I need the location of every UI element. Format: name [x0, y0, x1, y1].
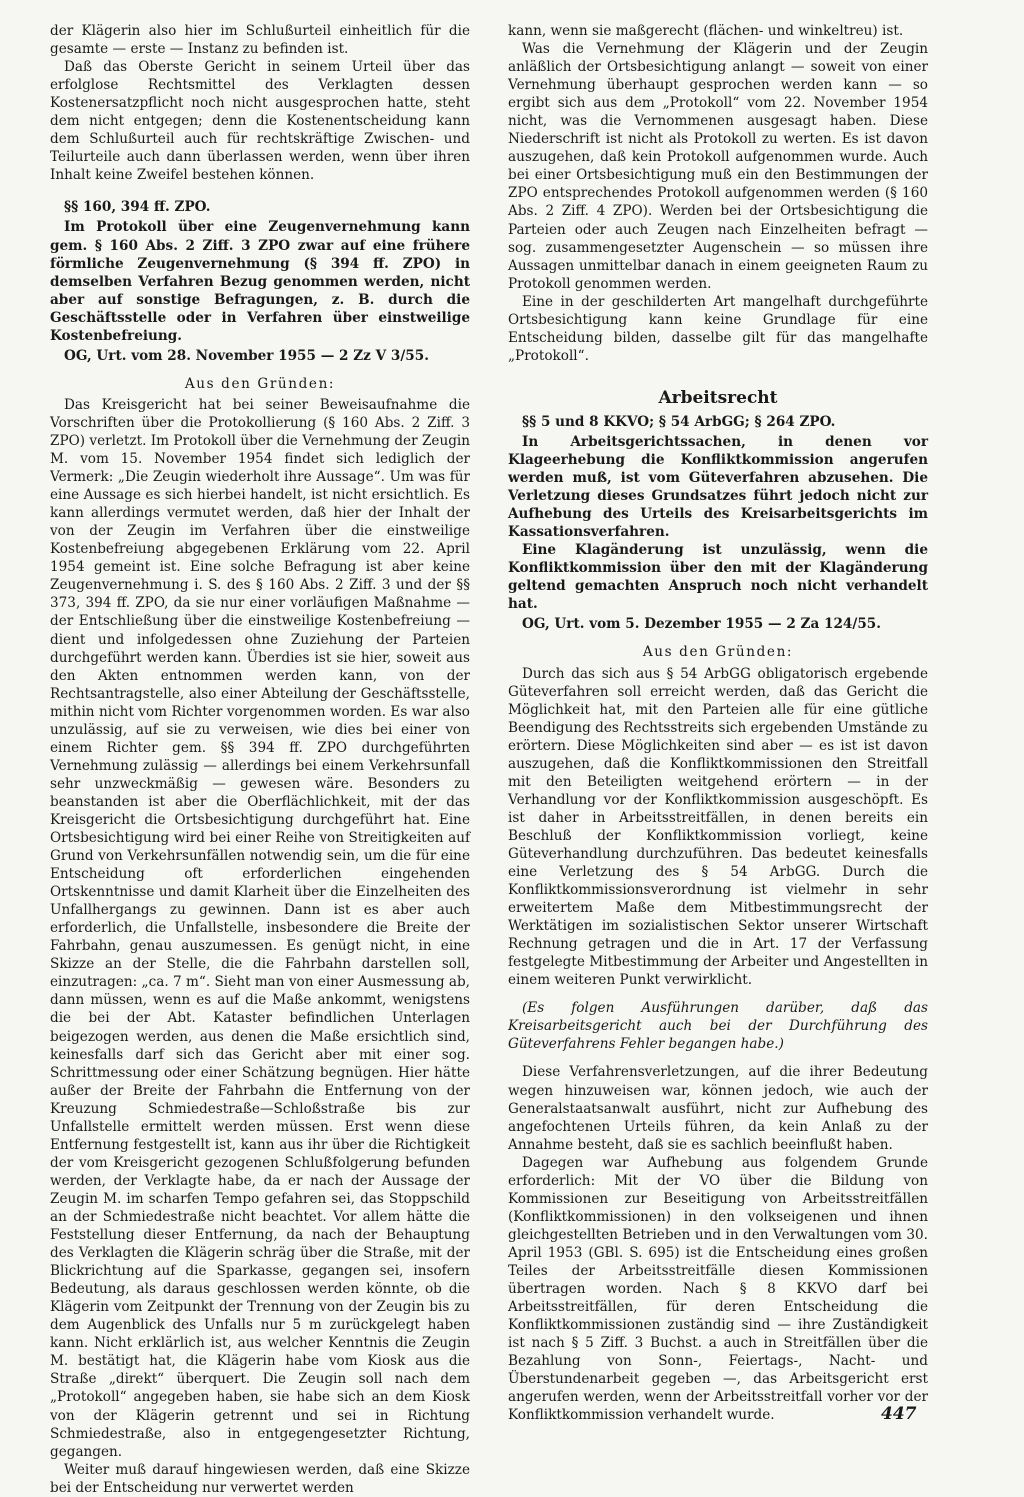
paragraph: Daß das Oberste Gericht in seinem Urteil über das erfolglose Rechtsmittel des Verklagten dessen Kostenersatzpflicht noch nicht ausgesprochen hatte, steht dem nicht entgegen; denn die Kostenentscheidung kann dem Schlußurteil auch für rechtskräftige Zwischen- und Teilurteile auch dann überlassen werden, wenn über ihren Inhalt keine Zweifel bestehen können. [50, 59, 470, 184]
paragraph: Was die Vernehmung der Klägerin und der Zeugin anläßlich der Ortsbesichtigung anlangt — soweit von einer Vernehmung überhaupt gesprochen werden kann — so ergibt sich aus dem „Protokoll“ vom 22. November 1954 nicht, was die Vernommenen ausgesagt haben. Diese Niederschrift ist nicht als Protokoll zu werten. Es ist davon auszugehen, daß kein Protokoll aufgenommen wurde. Auch bei einer Ortsbesichtigung muß ein den Bestimmungen der ZPO entsprechendes Protokoll aufgenommen werden (§ 160 Abs. 2 Ziff. 4 ZPO). Werden bei der Ortsbesichtigung die Parteien oder auch Zeugen nach Einzelheiten befragt — sog. zusammengesetzter Augenschein — so müssen ihre Aussagen unmittelbar danach in einem geeigneten Raum zu Protokoll genommen werden. [508, 41, 928, 292]
paragraph: kann, wenn sie maßgerecht (flächen- und winkeltreu) ist. [508, 23, 904, 39]
paragraph: Dagegen war Aufhebung aus folgendem Grunde erforderlich: Mit der VO über die Bildung von Kommissionen zur Beseitigung von Arbeitsstreitfällen (Konfliktkommissionen) in den volkseigenen und ihnen gleichgestellten Betrieben und in den Verwaltungen vom 30. April 1953 (GBl. S. 695) ist die Entscheidung eines großen Teiles der Arbeitsstreitfälle diesen Kommissionen übertragen worden. Nach § 8 KKVO darf bei Arbeitsstreitfällen, für deren Entscheidung die Konfliktkommissionen zuständig sind — ihre Zuständigkeit ist nach § 5 Ziff. 3 Buchst. a auch in Streitfällen über die Bezahlung von Sonn-, Feiertags-, Nacht- und Überstundenarbeit gegeben —, das Arbeitsgericht erst angerufen werden, wenn der Arbeitsstreitfall vorher vor der Konfliktkommission verhandelt wurde. [508, 1154, 928, 1424]
headnote: Eine Klagänderung ist unzulässig, wenn die Konfliktkommission über den mit der Klagänderung geltend gemachten Anspruch noch nicht verhandelt hat. [508, 542, 928, 613]
editorial-note: (Es folgen Ausführungen darüber, daß das Kreisarbeitsgericht auch bei der Durchführung des Güteverfahrens Fehler begangen habe.) [508, 1000, 928, 1053]
case-citation: OG, Urt. vom 28. November 1955 — 2 Zz V 3/55. [64, 347, 429, 364]
paragraph: der Klägerin also hier im Schlußurteil einheitlich für die gesamte — erste — Instanz zu befinden ist. [50, 23, 470, 58]
paragraph: Das Kreisgericht hat bei seiner Beweisaufnahme die Vorschriften über die Protokollierung (§ 160 Abs. 2 Ziff. 3 ZPO) verletzt. Im Protokoll über die Vernehmung der Zeugin M. vom 15. November 1954 findet sich lediglich der Vermerk: „Die Zeugin wiederholt ihre Aussage“. Um was für eine Aussage es sich hierbei handelt, ist nicht ersichtlich. Es kann allerdings vermutet werden, daß hier der Inhalt der von der Zeugin im Verfahren über die einstweilige Kostenbefreiung abgegebenen Erklärung vom 22. April 1954 gemeint ist. Eine solche Befragung ist aber keine Zeugenvernehmung i. S. des § 160 Abs. 2 Ziff. 3 und der §§ 373, 394 ff. ZPO, da sie nur einer vorläufigen Maßnahme — der Entschließung über die einstweilige Kostenbefreiung — dient und infolgedessen ohne Zuziehung der Parteien durchgeführt werden kann. Überdies ist sie hier, soweit aus den Akten entnommen werden kann, von der Rechtsantragstelle, also einer Abteilung der Geschäftsstelle, mithin nicht vom Richter vorgenommen worden. Es war also unzulässig, auf sie zu verweisen, wie dies bei einer von einem Richter gem. §§ 394 ff. ZPO durchgeführten Vernehmung zulässig — allerdings bei einem Verkehrsunfall sehr unzweckmäßig — gewesen wäre. Besonders zu beanstanden ist aber die Oberflächlichkeit, mit der das Kreisgericht die Ortsbesichtigung durchgeführt hat. Eine Ortsbesichtigung wird bei einer Reihe von Streitigkeiten auf Grund von Verkehrsunfällen notwendig sein, um die für eine Entscheidung oft erforderlichen eingehenden Ortskenntnisse und damit Klarheit über die Einzelheiten des Unfallhergangs zu gewinnen. Dann ist es aber auch erforderlich, die Unfallstelle, insbesondere die Breite der Fahrbahn, genau auszumessen. Es genügt nicht, in eine Skizze an der Stelle, die die Fahrbahn darstellen soll, einzutragen: „ca. 7 m“. Sieht man von einer Ausmessung ab, dann müssen, wenn es auf die Maße ankommt, wenigstens die bei der Abt. Kataster befindlichen Unterlagen beigezogen werden, aus denen die Maße ersichtlich sind, keinesfalls darf sich das Gericht aber mit einer sog. Schrittmessung oder einer Schätzung begnügen. Hier hätte außer der Breite der Fahrbahn die Entfernung von der Kreuzung Schmiedestraße—Schloßstraße bis zur Unfallstelle ermittelt werden müssen. Erst wenn diese Entfernung festgestellt ist, kann aus ihr über die Richtigkeit der vom Kreisgericht gezogenen Schlußfolgerung befunden werden, der Verklagte habe, da er nach der Aussage der Zeugin M. im scharfen Tempo gefahren sei, das Stoppschild an der Schmiedestraße nicht beachtet. Vor allem hätte die Feststellung dieser Entfernung, da nach der Behauptung des Verklagten die Klägerin schräg über die Straße, mit der Blickrichtung auf die Sparkasse, gegangen sei, insofern Bedeutung, als daraus geschlossen werden könnte, ob die Klägerin vom Zeitpunkt der Trennung von der Zeugin bis zu dem Augenblick des Unfalls nur 5 m zurückgelegt haben kann. Nicht erklärlich ist, aus welcher Kenntnis die Zeugin M. bestätigt hat, die Klägerin habe vom Kiosk aus die Straße „direkt“ überquert. Die Zeugin soll nach dem „Protokoll“ angegeben haben, sie habe sich an dem Kiosk von der Klägerin getrennt und sei in Richtung Schmiedestraße, also in entgegengesetzter Richtung, gegangen. [50, 396, 470, 1460]
left-column [50, 22, 470, 1497]
paragraph: Diese Verfahrensverletzungen, auf die ihrer Bedeutung wegen hinzuweisen war, können jedoch, wie auch der Generalstaatsanwalt ausführt, nicht zur Aufhebung des angefochtenen Urteils führen, da kein Anlaß zu der Annahme besteht, daß sie es sachlich beeinflußt haben. [508, 1064, 928, 1153]
section-heading: §§ 5 und 8 KKVO; § 54 ArbGG; § 264 ZPO. [522, 413, 836, 430]
headnote: Im Protokoll über eine Zeugenvernehmung kann gem. § 160 Abs. 2 Ziff. 3 ZPO zwar auf eine frühere förmliche Zeugenvernehmung (§ 394 ff. ZPO) in demselben Verfahren Bezug genommen werden, nicht aber auf sonstige Befragungen, z. B. durch die Geschäftsstelle oder in Verfahren über einstweilige Kostenbefreiung. [50, 219, 470, 344]
paragraph: Weiter muß darauf hingewiesen werden, daß eine Skizze bei der Entscheidung nur verwertet werden [50, 1461, 470, 1496]
paragraph: Eine in der geschilderten Art mangelhaft durchgeführte Ortsbesichtigung kann keine Grundlage für eine Entscheidung bilden, dasselbe gilt für das mangelhafte „Protokoll“. [508, 293, 928, 364]
headnote: In Arbeitsgerichtssachen, in denen vor Klageerhebung die Konfliktkommission angerufen werden muß, ist vom Güteverfahren abzusehen. Die Verletzung dieses Grundsatzes führt jedoch nicht zur Aufhebung des Urteils des Kreisarbeitsgerichts im Kassationsverfahren. [508, 433, 928, 541]
area-title: Arbeitsrecht [658, 387, 778, 408]
section-heading: §§ 160, 394 ff. ZPO. [64, 199, 211, 216]
page-number: 447 [881, 1404, 917, 1424]
case-citation: OG, Urt. vom 5. Dezember 1955 — 2 Za 124/55. [522, 616, 881, 633]
paragraph: Durch das sich aus § 54 ArbGG obligatorisch ergebende Güteverfahren soll erreicht werden, daß das Gericht die Möglichkeit hat, mit den Parteien alle für eine gütliche Beendigung des Rechtsstreits sich ergebenden Umstände zu erörtern. Diese Möglichkeiten sind aber — es ist ist davon auszugehen, daß die Konfliktkommissionen den Streitfall mit den Beteiligten weitgehend erörtern — in der Verhandlung vor der Konfliktkommission ausgeschöpft. Es ist daher in Arbeitsstreitfällen, in denen bereits ein Beschluß der Konfliktkommission vorliegt, keine Güteverhandlung durchzuführen. Das bedeutet keinesfalls eine Verletzung des § 54 ArbGG. Durch die Konfliktkommissionsverordnung ist vielmehr in sehr erweitertem Maße dem Mitbestimmungsrecht der Werktätigen im sozialistischen Sektor unserer Wirtschaft Rechnung getragen und die in Art. 17 der Verfassung festgelegte Mitbestimmung der Arbeiter und Angestellten in einem weiteren Punkt verwirklicht. [508, 665, 928, 989]
right-column [508, 22, 928, 1424]
reasons-heading: Aus den Gründen: [642, 644, 794, 661]
reasons-heading: Aus den Gründen: [184, 375, 336, 392]
